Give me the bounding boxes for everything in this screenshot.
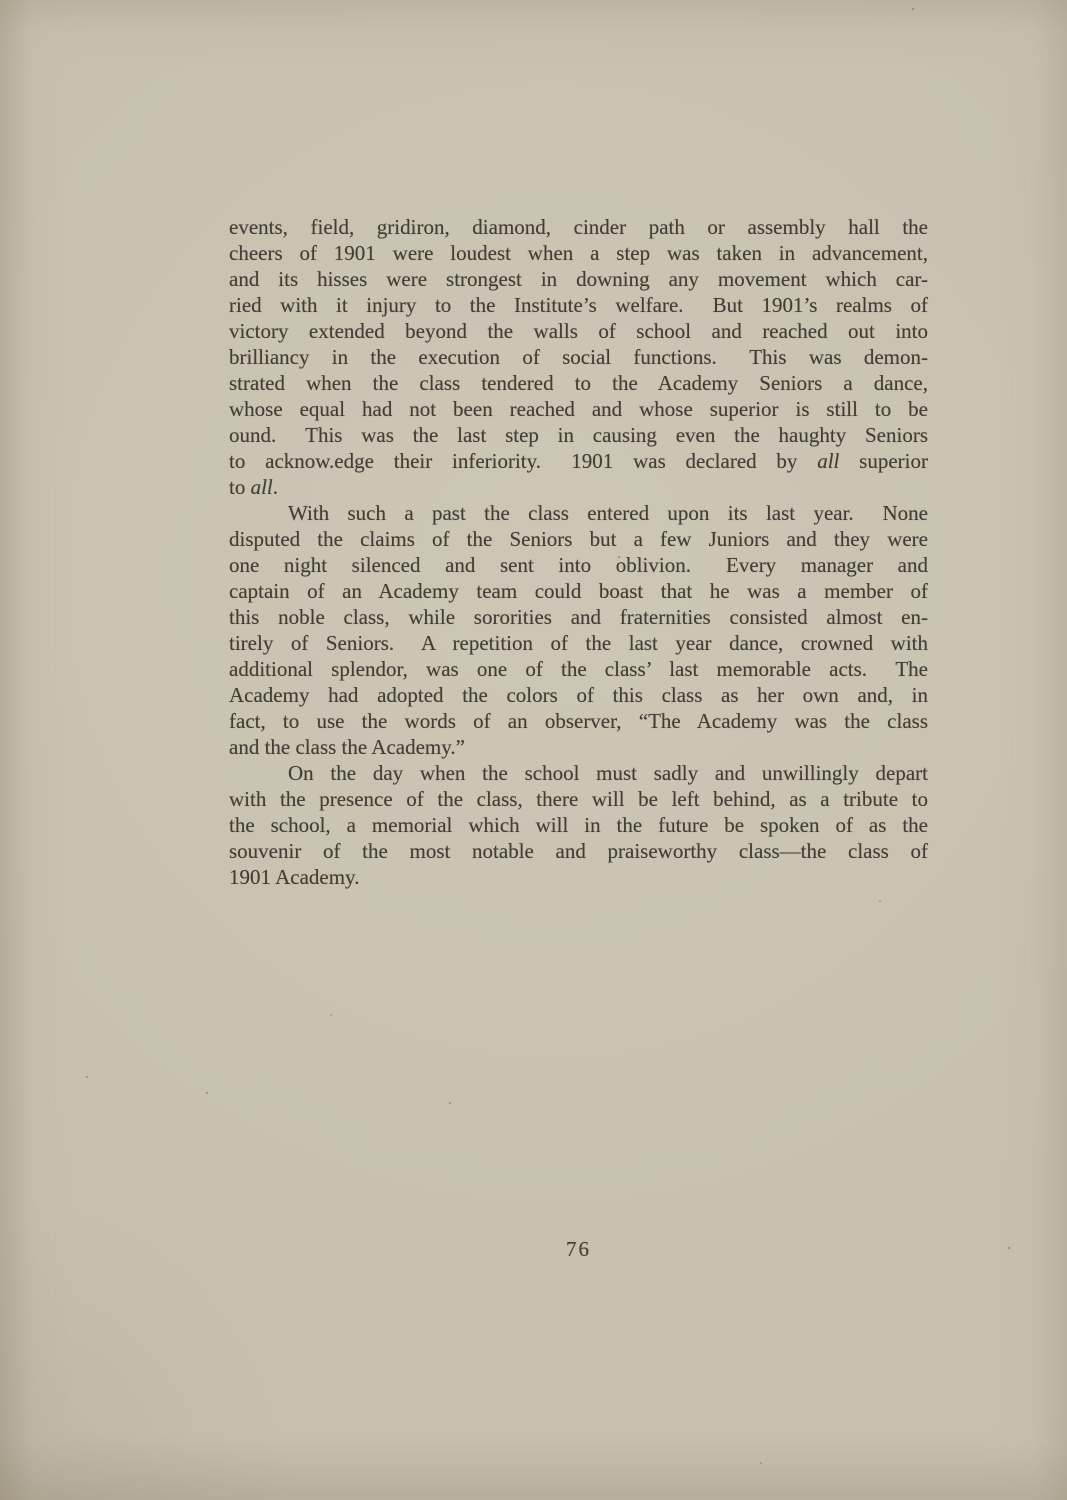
text-line: tirely of Seniors. A repetition of the last year dance, crowned with bbox=[229, 631, 928, 655]
paragraph bbox=[229, 500, 928, 760]
text-line: to acknow.edge their inferiority. 1901 was declared by all superior bbox=[229, 449, 928, 473]
text-line: and its hisses were strongest in downing any movement which car- bbox=[229, 267, 928, 291]
page-text bbox=[229, 214, 928, 890]
text-line: Academy had adopted the colors of this class as her own and, in bbox=[229, 683, 928, 707]
text-line: disputed the claims of the Seniors but a few Juniors and they were bbox=[229, 527, 928, 551]
text-line: With such a past the class entered upon its last year. None bbox=[288, 501, 928, 525]
text-line: one night silenced and sent into oblivion. Every manager and bbox=[229, 553, 928, 577]
text-line: the school, a memorial which will in the future be spoken of as the bbox=[229, 813, 928, 837]
page-number: 76 bbox=[566, 1237, 591, 1261]
text-line: to all. bbox=[229, 475, 279, 499]
text-line: fact, to use the words of an observer, “The Academy was the class bbox=[229, 709, 928, 733]
text-line: On the day when the school must sadly and unwillingly depart bbox=[288, 761, 928, 785]
text-line: ound. This was the last step in causing even the haughty Seniors bbox=[229, 423, 928, 447]
text-line: events, field, gridiron, diamond, cinder path or assembly hall the bbox=[229, 215, 928, 239]
text-line: this noble class, while sororities and fraternities consisted almost en- bbox=[229, 605, 928, 629]
text-line: 1901 Academy. bbox=[229, 865, 360, 889]
paper-specks bbox=[0, 0, 2, 2]
text-line: ried with it injury to the Institute’s welfare. But 1901’s realms of bbox=[229, 293, 928, 317]
text-line: with the presence of the class, there will be left behind, as a tribute to bbox=[229, 787, 928, 811]
text-line: strated when the class tendered to the Academy Seniors a dance, bbox=[229, 371, 928, 395]
paragraph bbox=[229, 214, 928, 500]
text-line: victory extended beyond the walls of school and reached out into bbox=[229, 319, 928, 343]
paragraph bbox=[229, 760, 928, 890]
text-line: additional splendor, was one of the class’ last memorable acts. The bbox=[229, 657, 928, 681]
text-line: souvenir of the most notable and praiseworthy class—the class of bbox=[229, 839, 928, 863]
text-line: brilliancy in the execution of social functions. This was demon- bbox=[229, 345, 928, 369]
page-number-area bbox=[229, 1237, 928, 1262]
text-line: captain of an Academy team could boast that he was a member of bbox=[229, 579, 928, 603]
text-line: whose equal had not been reached and whose superior is still to be bbox=[229, 397, 928, 421]
text-line: cheers of 1901 were loudest when a step was taken in advancement, bbox=[229, 241, 928, 265]
text-line: and the class the Academy.” bbox=[229, 735, 465, 759]
